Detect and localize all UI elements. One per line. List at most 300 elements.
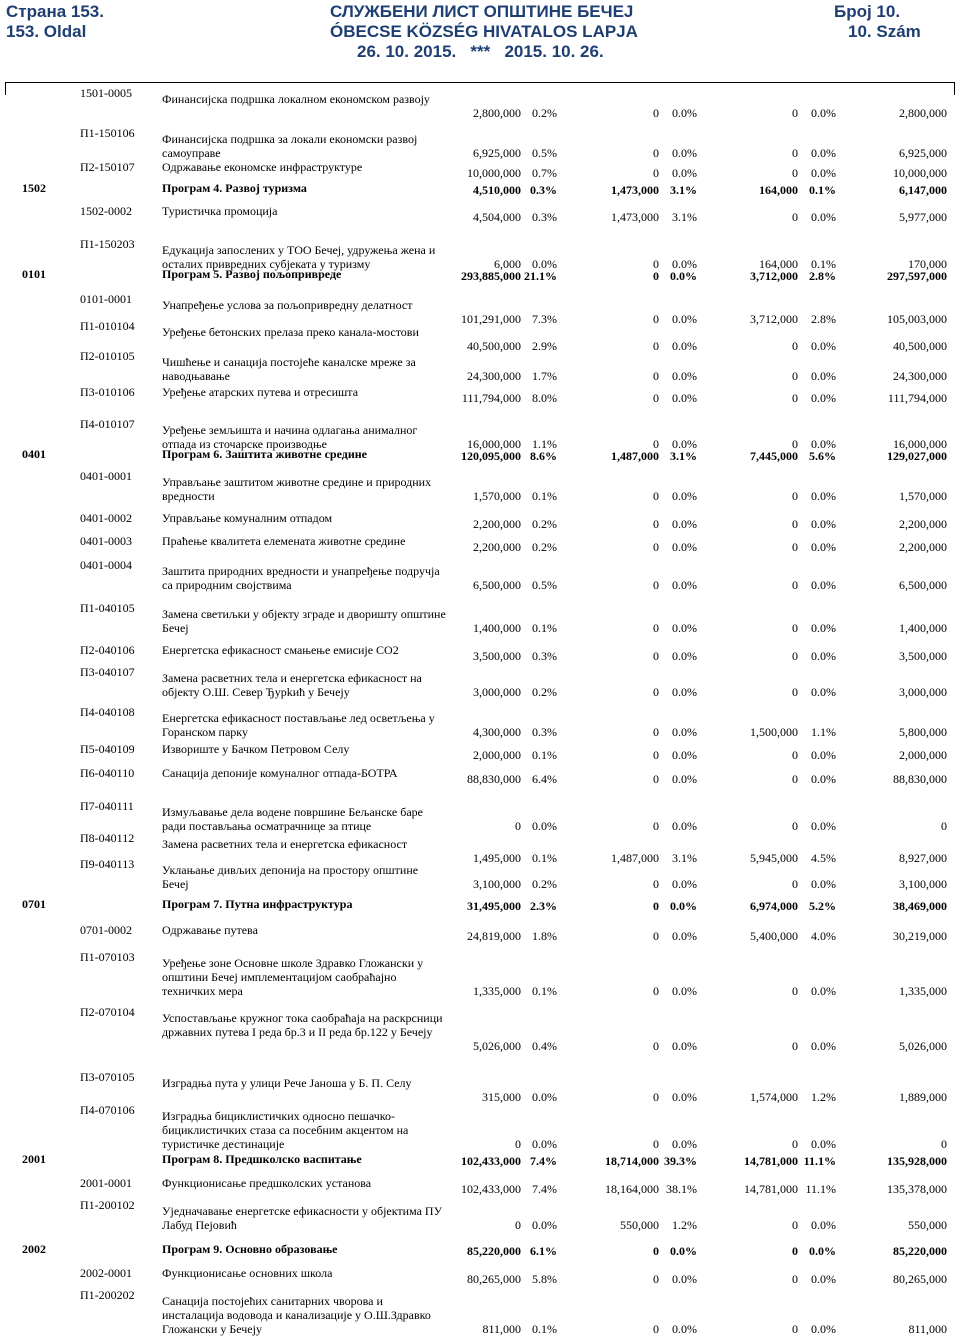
activity-name: Унапређење услова за пољопривредну делатност [162, 298, 413, 312]
share-source-01: 0.7% [532, 166, 557, 180]
amount-other: 14,781,000 [744, 1182, 798, 1196]
amount-other: 0 [792, 1322, 798, 1336]
amount-total: 40,500,000 [893, 339, 947, 353]
share-other: 0.0% [811, 489, 836, 503]
share-source-07: 0.0% [672, 748, 697, 762]
program-code: 1502 [22, 181, 46, 195]
amount-total: 24,300,000 [893, 369, 947, 383]
activity-name: Замена расветних тела и енергетска ефикасност [162, 837, 408, 851]
amount-source-01: 315,000 [482, 1090, 521, 1104]
share-source-01: 0.3% [532, 210, 557, 224]
amount-source-01: 3,500,000 [473, 649, 521, 663]
share-other: 0.0% [811, 210, 836, 224]
amount-other: 0 [792, 984, 798, 998]
amount-total: 8,927,000 [899, 851, 947, 865]
activity-code: П1-070103 [80, 950, 135, 964]
share-source-07: 0.0% [672, 312, 697, 326]
activity-name: Одржавање економске инфраструктуре [162, 160, 363, 174]
amount-source-01: 24,819,000 [467, 929, 521, 943]
share-other: 0.0% [811, 391, 836, 405]
amount-source-07: 1,487,000 [611, 851, 659, 865]
amount-other: 0 [792, 391, 798, 405]
share-source-01: 0.0% [532, 257, 557, 271]
activity-name: Санација депоније комуналног отпада-БОТРА [162, 766, 398, 780]
share-other: 0.0% [811, 748, 836, 762]
activity-name: Чишћење и санација постојеће каналске мреже за наводњавање [162, 355, 416, 383]
share-source-07: 3.1% [670, 449, 697, 463]
activity-code: 0701-0002 [80, 923, 132, 937]
amount-total: 2,000,000 [899, 748, 947, 762]
amount-source-01: 2,800,000 [473, 106, 521, 120]
amount-total: 10,000,000 [893, 166, 947, 180]
amount-other: 0 [792, 540, 798, 554]
activity-code: 0401-0001 [80, 469, 132, 483]
activity-name: Замена светиљки у објекту зграде и дворишту општине Бечеј [162, 607, 446, 635]
share-other: 0.0% [809, 1244, 836, 1258]
amount-source-01: 31,495,000 [467, 899, 521, 913]
activity-name: Туристичка промоција [162, 204, 278, 218]
amount-other: 0 [792, 146, 798, 160]
amount-total: 0 [941, 819, 947, 833]
amount-total: 2,200,000 [899, 517, 947, 531]
amount-source-01: 3,000,000 [473, 685, 521, 699]
program-code: 2001 [22, 1152, 46, 1166]
amount-total: 80,265,000 [893, 1272, 947, 1286]
activity-name: Извориште у Бачком Петровом Селу [162, 742, 350, 756]
amount-total: 38,469,000 [893, 899, 947, 913]
share-source-07: 0.0% [672, 166, 697, 180]
share-other: 0.0% [811, 685, 836, 699]
share-source-07: 0.0% [672, 1039, 697, 1053]
amount-other: 0 [792, 489, 798, 503]
activity-name: Уклањање дивљих депонија на простору општине Бечеј [162, 863, 419, 891]
share-source-01: 0.5% [532, 578, 557, 592]
amount-source-01: 4,300,000 [473, 725, 521, 739]
amount-total: 2,800,000 [899, 106, 947, 120]
amount-source-07: 0 [653, 685, 659, 699]
amount-total: 0 [941, 1137, 947, 1151]
share-source-01: 1.7% [532, 369, 557, 383]
amount-other: 0 [792, 1244, 798, 1258]
journal-title-sr: СЛУЖБЕНИ ЛИСТ ОПШТИНЕ БЕЧЕЈ [330, 2, 634, 21]
amount-total: 1,570,000 [899, 489, 947, 503]
amount-other: 164,000 [759, 257, 798, 271]
amount-total: 2,200,000 [899, 540, 947, 554]
share-other: 0.0% [811, 166, 836, 180]
share-source-01: 0.1% [532, 748, 557, 762]
amount-source-07: 0 [653, 725, 659, 739]
amount-source-07: 18,714,000 [605, 1154, 659, 1168]
share-other: 0.0% [811, 540, 836, 554]
journal-title-hu: ÓBECSE KÖZSÉG HIVATALOS LAPJA [330, 22, 638, 41]
share-source-01: 7.3% [532, 312, 557, 326]
amount-total: 6,147,000 [899, 183, 947, 197]
amount-other: 3,712,000 [750, 269, 798, 283]
amount-other: 0 [792, 339, 798, 353]
activity-code: П6-040110 [80, 766, 135, 780]
share-source-07: 0.0% [672, 489, 697, 503]
share-other: 0.0% [811, 877, 836, 891]
amount-other: 0 [792, 649, 798, 663]
share-other: 0.0% [811, 819, 836, 833]
amount-other: 7,445,000 [750, 449, 798, 463]
amount-source-07: 0 [653, 1039, 659, 1053]
amount-source-07: 0 [653, 899, 659, 913]
share-source-01: 0.1% [532, 621, 557, 635]
share-other: 0.0% [811, 1137, 836, 1151]
amount-total: 5,800,000 [899, 725, 947, 739]
amount-source-01: 4,504,000 [473, 210, 521, 224]
amount-other: 1,574,000 [750, 1090, 798, 1104]
activity-code: П2-150107 [80, 160, 135, 174]
amount-source-07: 1,473,000 [611, 183, 659, 197]
share-source-07: 0.0% [672, 369, 697, 383]
share-source-01: 0.1% [532, 851, 557, 865]
activity-code: П3-040107 [80, 665, 135, 679]
activity-name: Програм 6. Заштита животне средине [162, 447, 368, 461]
share-source-01: 1.1% [532, 437, 557, 451]
amount-source-07: 0 [653, 877, 659, 891]
share-source-07: 0.0% [672, 685, 697, 699]
amount-total: 111,794,000 [887, 391, 947, 405]
share-source-07: 0.0% [672, 517, 697, 531]
amount-source-01: 85,220,000 [467, 1244, 521, 1258]
amount-source-01: 6,000 [494, 257, 521, 271]
amount-source-07: 0 [653, 772, 659, 786]
share-source-07: 0.0% [672, 437, 697, 451]
activity-name: Замена расветних тела и енергетска ефикасност на објекту О.Ш. Север Ђурkић у Бечеју [162, 671, 422, 699]
program-code: 0701 [22, 897, 46, 911]
amount-source-07: 0 [653, 517, 659, 531]
amount-other: 5,400,000 [750, 929, 798, 943]
share-other: 0.0% [811, 369, 836, 383]
share-source-01: 0.3% [530, 183, 557, 197]
amount-source-07: 550,000 [620, 1218, 659, 1232]
amount-total: 550,000 [908, 1218, 947, 1232]
share-source-07: 0.0% [672, 649, 697, 663]
activity-code: П9-040113 [80, 857, 135, 871]
activity-code: П1-150203 [80, 237, 135, 251]
amount-total: 1,889,000 [899, 1090, 947, 1104]
share-other: 0.0% [811, 517, 836, 531]
activity-name: Програм 7. Путна инфраструктура [162, 897, 353, 911]
amount-source-01: 811,000 [482, 1322, 521, 1336]
amount-total: 129,027,000 [887, 449, 947, 463]
share-source-01: 0.3% [532, 725, 557, 739]
share-source-07: 0.0% [672, 391, 697, 405]
share-source-01: 6.4% [532, 772, 557, 786]
amount-source-07: 0 [653, 1137, 659, 1151]
share-source-01: 5.8% [532, 1272, 557, 1286]
activity-code: 0401-0004 [80, 558, 132, 572]
share-source-01: 8.6% [530, 449, 557, 463]
amount-source-01: 1,335,000 [473, 984, 521, 998]
amount-total: 30,219,000 [893, 929, 947, 943]
amount-source-01: 120,095,000 [461, 449, 521, 463]
amount-source-01: 293,885,000 [461, 269, 521, 283]
share-source-01: 0.0% [532, 1090, 557, 1104]
amount-source-07: 0 [653, 391, 659, 405]
amount-source-07: 18,164,000 [605, 1182, 659, 1196]
share-source-07: 0.0% [672, 540, 697, 554]
activity-name: Успостављање кружног тока саобраћаја на раскрсници државних путева I реда бр.3 и II реда бр.122 у Бечеју [162, 1011, 443, 1039]
activity-code: 1502-0002 [80, 204, 132, 218]
amount-other: 0 [792, 1272, 798, 1286]
share-source-07: 0.0% [672, 1137, 697, 1151]
issue-number-hu: 10. Szám [848, 22, 921, 41]
share-source-07: 0.0% [672, 1272, 697, 1286]
share-source-07: 0.0% [672, 339, 697, 353]
activity-name: Едукација запослених у ТОО Бечеј, удружења жена и осталих привредних субјеката у туризму [162, 243, 436, 271]
page-header [0, 0, 960, 66]
share-source-07: 0.0% [672, 929, 697, 943]
amount-source-01: 1,400,000 [473, 621, 521, 635]
amount-total: 88,830,000 [893, 772, 947, 786]
amount-source-01: 2,200,000 [473, 517, 521, 531]
share-other: 0.0% [811, 1218, 836, 1232]
table-left-border [5, 82, 6, 95]
amount-source-07: 0 [653, 819, 659, 833]
share-other: 0.1% [811, 257, 836, 271]
amount-other: 0 [792, 369, 798, 383]
share-source-01: 6.1% [530, 1244, 557, 1258]
activity-name: Енергетска ефикасност смањење емисије CO2 [162, 643, 399, 657]
share-source-07: 38.1% [666, 1182, 697, 1196]
program-code: 2002 [22, 1242, 46, 1256]
activity-name: Измуљавање дела водене површине Бељанске баре ради постављања осматрачнице за птице [162, 805, 424, 833]
amount-other: 1,500,000 [750, 725, 798, 739]
amount-source-01: 0 [515, 819, 521, 833]
share-source-01: 0.2% [532, 877, 557, 891]
amount-source-01: 80,265,000 [467, 1272, 521, 1286]
share-source-01: 0.2% [532, 106, 557, 120]
amount-total: 170,000 [908, 257, 947, 271]
activity-code: П8-040112 [80, 831, 135, 845]
share-source-07: 3.1% [672, 210, 697, 224]
amount-source-07: 0 [653, 540, 659, 554]
program-code: 0401 [22, 447, 46, 461]
amount-other: 0 [792, 819, 798, 833]
amount-total: 3,100,000 [899, 877, 947, 891]
share-source-01: 0.2% [532, 517, 557, 531]
amount-source-01: 102,433,000 [461, 1182, 521, 1196]
share-source-07: 1.2% [672, 1218, 697, 1232]
share-source-01: 1.8% [532, 929, 557, 943]
share-source-07: 0.0% [670, 899, 697, 913]
amount-source-07: 0 [653, 489, 659, 503]
amount-source-07: 0 [653, 578, 659, 592]
activity-code: 0401-0003 [80, 534, 132, 548]
amount-total: 5,977,000 [899, 210, 947, 224]
share-source-01: 7.4% [530, 1154, 557, 1168]
amount-source-07: 0 [653, 1272, 659, 1286]
share-other: 0.0% [811, 437, 836, 451]
amount-other: 0 [792, 877, 798, 891]
amount-other: 0 [792, 621, 798, 635]
share-other: 0.0% [811, 146, 836, 160]
amount-source-01: 88,830,000 [467, 772, 521, 786]
activity-code: 2001-0001 [80, 1176, 132, 1190]
share-source-01: 21.1% [524, 269, 557, 283]
amount-source-07: 0 [653, 748, 659, 762]
share-source-01: 7.4% [532, 1182, 557, 1196]
activity-name: Програм 8. Предшколско васпитање [162, 1152, 362, 1166]
share-source-01: 0.2% [532, 685, 557, 699]
activity-code: П1-040105 [80, 601, 135, 615]
activity-name: Уједначавање енергетске ефикасности у објектима ПУ Лабуд Пејовић [162, 1204, 443, 1232]
activity-name: Програм 5. Развој пољопривреде [162, 267, 342, 281]
amount-source-07: 0 [653, 1090, 659, 1104]
amount-source-01: 4,510,000 [473, 183, 521, 197]
amount-source-01: 2,200,000 [473, 540, 521, 554]
amount-total: 6,925,000 [899, 146, 947, 160]
amount-other: 0 [792, 685, 798, 699]
amount-other: 0 [792, 106, 798, 120]
activity-name: Финансијска подршка за локали економски развој самоуправе [162, 132, 418, 160]
activity-code: 0101-0001 [80, 292, 132, 306]
activity-name: Изградња пута у улици Рече Јаноша у Б. П. Селу [162, 1076, 412, 1090]
amount-other: 3,712,000 [750, 312, 798, 326]
amount-total: 6,500,000 [899, 578, 947, 592]
share-other: 0.0% [811, 1039, 836, 1053]
share-source-07: 0.0% [672, 257, 697, 271]
amount-source-07: 0 [653, 269, 659, 283]
share-source-01: 0.4% [532, 1039, 557, 1053]
share-source-01: 2.3% [530, 899, 557, 913]
amount-total: 3,500,000 [899, 649, 947, 663]
activity-name: Уређење земљишта и начина одлагања анималног отпада из сточарске производње [162, 423, 418, 451]
activity-name: Функционисање предшколских установа [162, 1176, 372, 1190]
amount-source-01: 16,000,000 [467, 437, 521, 451]
amount-other: 0 [792, 1039, 798, 1053]
share-source-07: 0.0% [672, 819, 697, 833]
activity-code: П4-070106 [80, 1103, 135, 1117]
activity-name: Изградња бициклистичких односно пешачко-бициклистичких стаза са посебним акцентом на туристичке дестинације [162, 1109, 409, 1151]
share-source-07: 0.0% [672, 106, 697, 120]
share-other: 4.5% [811, 851, 836, 865]
activity-code: П3-070105 [80, 1070, 135, 1084]
share-source-01: 8.0% [532, 391, 557, 405]
amount-source-01: 2,000,000 [473, 748, 521, 762]
amount-source-07: 0 [653, 312, 659, 326]
activity-name: Уређење зоне Основне школе Здравко Гложански у општини Бечеј имплементацијом саобраћајно техничких мера [162, 956, 424, 998]
share-other: 11.1% [803, 1154, 836, 1168]
activity-name: Програм 9. Основно образовање [162, 1242, 338, 1256]
activity-name: Уређење бетонских прелаза преко канала-мостови [162, 325, 419, 339]
share-other: 1.1% [811, 725, 836, 739]
share-other: 0.0% [811, 649, 836, 663]
activity-code: П1-200102 [80, 1198, 135, 1212]
activity-name: Финансијска подршка локалном економском развоју [162, 92, 430, 106]
amount-other: 0 [792, 210, 798, 224]
amount-source-07: 0 [653, 146, 659, 160]
amount-other: 0 [792, 437, 798, 451]
issue-date: 26. 10. 2015. *** 2015. 10. 26. [357, 42, 604, 61]
share-other: 0.0% [811, 984, 836, 998]
share-other: 0.0% [811, 578, 836, 592]
amount-other: 0 [792, 1137, 798, 1151]
amount-source-01: 111,794,000 [461, 391, 521, 405]
share-other: 0.1% [809, 183, 836, 197]
amount-source-07: 0 [653, 106, 659, 120]
amount-total: 85,220,000 [893, 1244, 947, 1258]
amount-source-01: 6,500,000 [473, 578, 521, 592]
amount-total: 105,003,000 [887, 312, 947, 326]
amount-other: 14,781,000 [744, 1154, 798, 1168]
share-other: 0.0% [811, 1272, 836, 1286]
amount-source-07: 0 [653, 984, 659, 998]
share-source-01: 0.3% [532, 649, 557, 663]
activity-code: П4-010107 [80, 417, 135, 431]
amount-source-07: 1,473,000 [611, 210, 659, 224]
activity-name: Санација постојећих санитарних чворова и инсталација водовода и канализације у О.Ш.Здравко Гложански у Бечеју [162, 1294, 431, 1336]
amount-other: 6,974,000 [750, 899, 798, 913]
share-source-07: 39.3% [664, 1154, 697, 1168]
page-number-sr: Страна 153. [6, 2, 104, 21]
amount-total: 16,000,000 [893, 437, 947, 451]
share-source-01: 0.1% [532, 1322, 557, 1336]
amount-source-01: 101,291,000 [461, 312, 521, 326]
share-source-01: 0.0% [532, 1137, 557, 1151]
share-source-01: 0.1% [532, 984, 557, 998]
amount-total: 811,000 [908, 1322, 947, 1336]
share-source-01: 0.1% [532, 489, 557, 503]
share-other: 0.0% [811, 1322, 836, 1336]
share-other: 5.6% [809, 449, 836, 463]
share-source-07: 0.0% [672, 1322, 697, 1336]
share-source-07: 3.1% [672, 851, 697, 865]
share-source-07: 0.0% [672, 877, 697, 891]
share-other: 4.0% [811, 929, 836, 943]
amount-source-01: 1,495,000 [473, 851, 521, 865]
activity-name: Управљање заштитом животне средине и природних вредности [162, 475, 432, 503]
activity-name: Заштита природних вредности и унапређење подручја са природним својствима [162, 564, 440, 592]
activity-code: П1-150106 [80, 126, 135, 140]
share-other: 0.0% [811, 106, 836, 120]
page-number-hu: 153. Oldal [6, 22, 87, 41]
activity-code: 2002-0001 [80, 1266, 132, 1280]
share-other: 0.0% [811, 621, 836, 635]
share-other: 11.1% [805, 1182, 836, 1196]
activity-name: Функционисање основних школа [162, 1266, 333, 1280]
share-source-07: 0.0% [672, 725, 697, 739]
share-source-07: 0.0% [672, 578, 697, 592]
share-source-01: 0.5% [532, 146, 557, 160]
share-other: 2.8% [809, 269, 836, 283]
issue-number-sr: Број 10. [834, 2, 901, 21]
activity-code: П2-070104 [80, 1005, 135, 1019]
amount-total: 1,400,000 [899, 621, 947, 635]
activity-name: Одржавање путева [162, 923, 258, 937]
share-source-07: 0.0% [672, 772, 697, 786]
activity-code: П1-200202 [80, 1288, 135, 1302]
amount-source-07: 0 [653, 1322, 659, 1336]
share-source-07: 0.0% [670, 269, 697, 283]
activity-code: 1501-0005 [80, 86, 132, 100]
share-other: 0.0% [811, 772, 836, 786]
share-source-07: 0.0% [672, 984, 697, 998]
amount-source-07: 0 [653, 437, 659, 451]
amount-source-01: 102,433,000 [461, 1154, 521, 1168]
amount-total: 135,928,000 [887, 1154, 947, 1168]
activity-code: П3-010106 [80, 385, 135, 399]
amount-source-01: 0 [515, 1218, 521, 1232]
amount-source-07: 1,487,000 [611, 449, 659, 463]
share-source-01: 0.0% [532, 819, 557, 833]
amount-source-01: 10,000,000 [467, 166, 521, 180]
activity-code: П1-010104 [80, 319, 135, 333]
activity-code: П5-040109 [80, 742, 135, 756]
